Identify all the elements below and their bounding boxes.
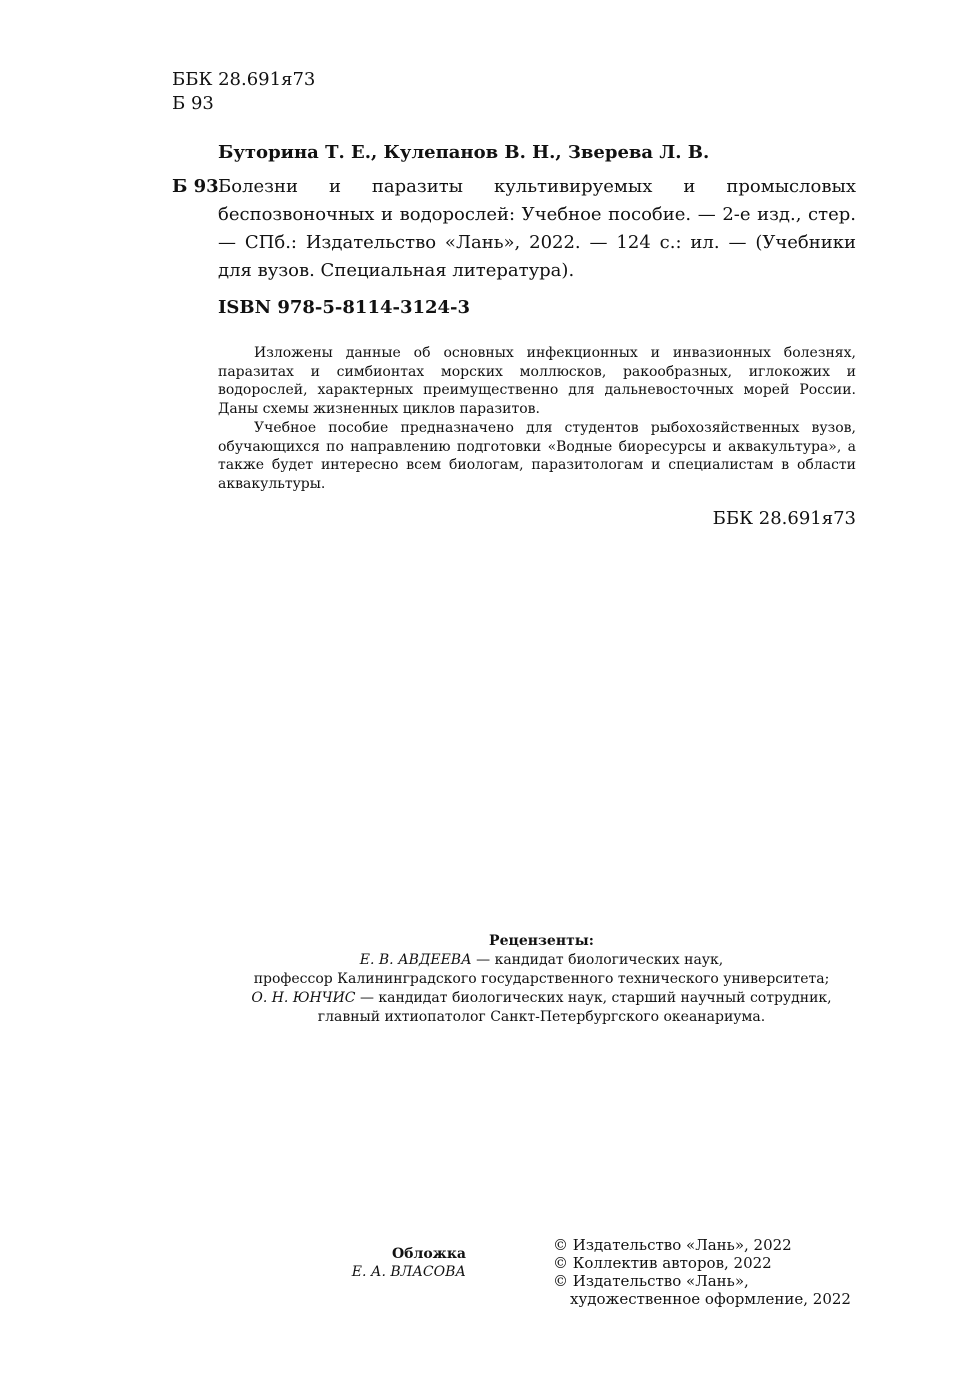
reviewers-title: Рецензенты: bbox=[489, 933, 594, 949]
cover-designer: Е. А. ВЛАСОВА bbox=[351, 1264, 466, 1280]
annotation-paragraph-1: Изложены данные об основных инфекционных и инвазионных болезнях, паразитах и симбионтах морских моллюсков, ракообразных, иглокожих и водорослей, характерных преимущественно для дальневосточных морей России. Даны схемы жизненных циклов паразитов. bbox=[218, 345, 856, 418]
annotation bbox=[218, 344, 856, 494]
reviewer-2-desc: — кандидат биологических наук, старший научный сотрудник, bbox=[355, 990, 832, 1006]
reviewer-1-affiliation: профессор Калининградского государственного технического университета; bbox=[253, 971, 830, 987]
bbk-code: ББК 28.691я73 bbox=[172, 69, 316, 90]
copyright-3-continuation: художественное оформление, 2022 bbox=[570, 1290, 851, 1308]
reviewer-2-affiliation: главный ихтиопатолог Санкт-Петербургского океанариума. bbox=[317, 1009, 766, 1025]
copyright-block bbox=[553, 1236, 851, 1308]
reviewer-1-desc: — кандидат биологических наук, bbox=[471, 952, 724, 968]
reviewers-block bbox=[200, 932, 883, 1027]
entry-code: Б 93 bbox=[172, 176, 219, 197]
bbk-footer-code: ББК 28.691я73 bbox=[712, 508, 856, 529]
reviewer-1 bbox=[200, 951, 883, 970]
reviewer-2-name: О. Н. ЮНЧИС bbox=[251, 990, 356, 1006]
authors-line: Буторина Т. Е., Кулепанов В. Н., Зверева Л. В. bbox=[218, 142, 710, 163]
isbn: ISBN 978-5-8114-3124-3 bbox=[218, 297, 471, 318]
copyright-2: © Коллектив авторов, 2022 bbox=[553, 1254, 772, 1272]
cover-credit bbox=[250, 1245, 466, 1281]
bibliographic-entry: Болезни и паразиты культивируемых и промысловых беспозвоночных и водорослей: Учебное пособие. — 2-е изд., стер. — СПб.: Издательство «Лань», 2022. — 124 с.: ил. — (Учебники для вузов. Специальная литература). bbox=[218, 176, 856, 281]
annotation-paragraph-2: Учебное пособие предназначено для студентов рыбохозяйственных вузов, обучающихся по направлению подготовки «Водные биоресурсы и аквакультура», а также будет интересно всем биологам, паразитологам и специалистам в области аквакультуры. bbox=[218, 419, 856, 492]
copyright-1: © Издательство «Лань», 2022 bbox=[553, 1236, 792, 1254]
reviewer-2 bbox=[200, 989, 883, 1008]
reviewer-1-name: Е. В. АВДЕЕВА bbox=[359, 952, 472, 968]
author-index: Б 93 bbox=[172, 93, 214, 114]
bbk-header bbox=[172, 68, 315, 116]
copyright-3: © Издательство «Лань», bbox=[553, 1272, 749, 1290]
cover-title: Обложка bbox=[391, 1246, 466, 1262]
